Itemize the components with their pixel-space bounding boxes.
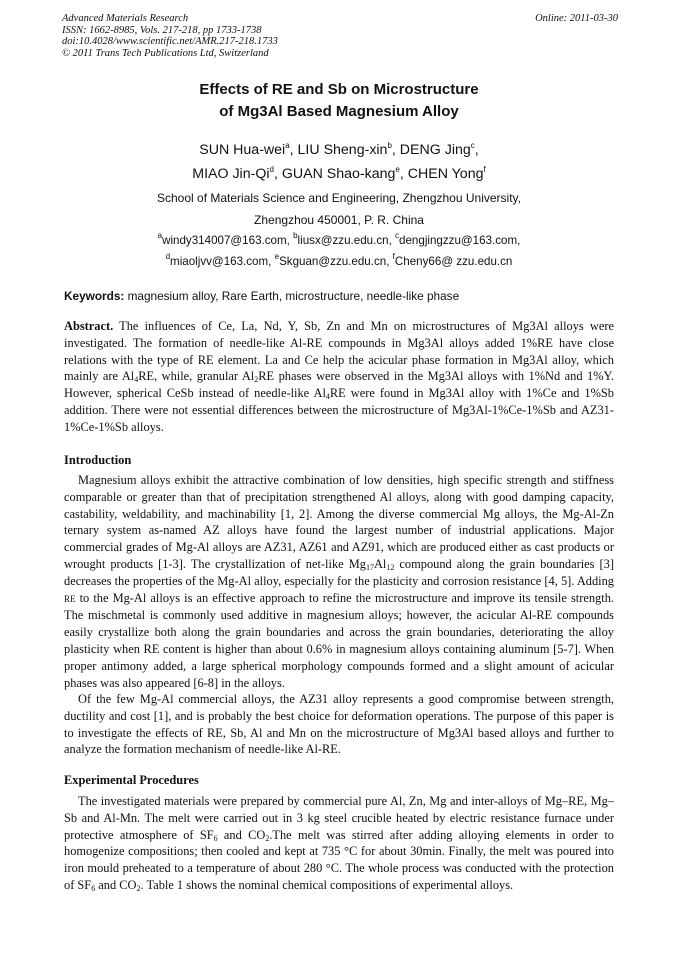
body-text: and CO: [217, 827, 266, 842]
affiliation-line-2: Zhengzhou 450001, P. R. China: [254, 213, 424, 227]
small-caps-text: RE: [64, 593, 76, 604]
subscript: 6: [91, 883, 96, 893]
journal-name: Advanced Materials Research: [62, 13, 189, 24]
online-date: Online: 2011-03-30: [535, 13, 618, 24]
section-heading-introduction: Introduction: [64, 453, 132, 467]
email-mark: a: [157, 231, 163, 240]
introduction-paragraph-1: [64, 472, 614, 691]
abstract-text: RE phases were observed in the Mg3Al alloys with 1%Nd and 1%Y. However, spherical CeSb instead of needle-like Al: [64, 369, 614, 401]
body-text: compound along the grain boundaries [3] decreases the properties of the Mg-Al alloy, especially for the plasticity and corrosion resistance [4, 5]. Adding: [64, 556, 615, 588]
email-mark: d: [165, 252, 171, 261]
keywords: [64, 288, 620, 304]
body-text: .The melt was stirred after adding alloying elements in order to homogenize compositions; then cooled and kept at 735 °C for about 30min. Finally, the melt was poured into iron mould preheated to a temperature of about 280 °C. The whole process was conducted with the protection of SF: [64, 827, 614, 892]
subscript: 2: [265, 833, 270, 843]
abstract-text: RE were found in Mg3Al alloy with 1%Ce and 1%Sb addition. There were not essential differences between the microstructure of Mg3Al-1%Ce-1%Sb and AZ31-1%Ce-1%Sb alloys.: [64, 386, 614, 434]
author-line-1: SUN Hua-wei$^a$, LIU Sheng-xin$^b$, DENG Jing$^c$,: [199, 141, 479, 158]
email-line-2: [0, 251, 678, 272]
keywords-label: Keywords:: [64, 289, 125, 303]
body-text: to the Mg-Al alloys is an effective approach to refine the microstructure and improve its tensile strength. The mischmetal is commonly used additive in magnesium alloys; however, the acicular Al-RE compounds easily crystallize both along the grain boundaries and across the grain boundaries, deteriorating the alloy plasticity when RE content is higher than about 0.6% in magnesium alloys containing aluminum [5-7]. When proper antimony added, a large spherical morphology compounds formed and a slight amount of acicular phases was also appeared [6-8] in the alloys.: [64, 590, 614, 690]
subscript: 17: [365, 562, 374, 572]
email-mark: f: [392, 252, 395, 261]
affiliation-line-1: School of Materials Science and Engineering, Zhengzhou University,: [157, 191, 521, 205]
email-mark: c: [395, 231, 400, 240]
email-address: Skguan@zzu.edu.cn,: [279, 255, 393, 268]
subscript: 4: [325, 392, 330, 402]
author-name: SUN Hua-wei: [199, 142, 286, 158]
subscript: 2: [254, 375, 259, 385]
email-address: miaoljvv@163.com,: [170, 255, 275, 268]
subscript: 2: [136, 883, 141, 893]
copyright-line: © 2011 Trans Tech Publications Ltd, Switzerland: [62, 47, 269, 59]
issn-line: ISSN: 1662-8985, Vols. 217-218, pp 1733-1738: [62, 24, 262, 36]
body-text: Al: [373, 556, 387, 571]
email-line-1: [0, 230, 678, 251]
author-affil-mark: a: [285, 141, 290, 150]
author-affil-mark: d: [269, 165, 274, 174]
author-affil-mark: b: [387, 141, 392, 150]
section-heading-experimental: Experimental Procedures: [64, 773, 199, 787]
body-text: and CO: [95, 877, 137, 892]
experimental-paragraph: [64, 793, 614, 894]
author-name: GUAN Shao-kang: [281, 166, 396, 182]
abstract: [64, 318, 614, 436]
subscript: 12: [386, 562, 395, 572]
title-line-1: Effects of RE and Sb on Microstructure: [199, 81, 479, 98]
email-address: windy314007@163.com,: [162, 234, 294, 247]
email-address: dengjingzzu@163.com,: [399, 234, 521, 247]
doi-line: doi:10.4028/www.scientific.net/AMR.217-218.1733: [62, 36, 278, 48]
affiliation: [0, 187, 678, 231]
keywords-text: magnesium alloy, Rare Earth, microstructure, needle-like phase: [124, 289, 460, 303]
subscript: 4: [134, 375, 139, 385]
journal-header: [62, 13, 618, 59]
subscript: 6: [213, 833, 218, 843]
abstract-text: The influences of Ce, La, Nd, Y, Sb, Zn and Mn on microstructures of Mg3Al alloys were investigated. The formation of needle-like Al-RE compounds in Mg3Al alloys added 1%RE have close relations with the type of RE element. La and Ce help the acicular phase formation in Mg3Al alloy, which mainly are Al: [64, 319, 614, 384]
email-mark: e: [274, 252, 280, 261]
paper-title: [0, 79, 678, 123]
author-emails: [0, 230, 678, 272]
abstract-label: Abstract.: [64, 319, 114, 333]
email-address: liusx@zzu.edu.cn,: [297, 234, 396, 247]
author-name: CHEN Yong: [407, 166, 484, 182]
email-address: Cheny66@ zzu.edu.cn: [394, 255, 513, 268]
body-text: Magnesium alloys exhibit the attractive combination of low densities, high specific strength and stiffness comparable or greater than that of precipitation strengthened Al alloys, along with good damping capacity, castability, weldability, and machinability [1, 2]. Among the diverse commercial Mg alloys, the Mg-Al-Zn ternary system as-named AZ alloys have found the largest number of industrial applications. Major commercial grades of Mg-Al alloys are AZ31, AZ61 and AZ91, which are produced either as cast products or wrought products [1-3]. The crystallization of net-like Mg: [64, 473, 614, 571]
author-line-2: MIAO Jin-Qi$^d$, GUAN Shao-kang$^e$, CHEN Yong$^f$: [192, 165, 486, 182]
author-name: MIAO Jin-Qi: [192, 166, 270, 182]
author-affil-mark: f: [483, 165, 486, 174]
author-name: LIU Sheng-xin: [297, 142, 388, 158]
abstract-text: RE, while, granular Al: [138, 369, 255, 384]
author-list: [0, 138, 678, 186]
body-text: The investigated materials were prepared by commercial pure Al, Zn, Mg and inter-alloys of Mg–RE, Mg–Sb and Al-Mn. The melt were carried out in 3 kg steel crucible heated by electric resistance furnace under protective atmosphere of SF: [64, 794, 614, 842]
author-name: DENG Jing: [399, 142, 471, 158]
title-line-2: of Mg3Al Based Magnesium Alloy: [219, 103, 459, 120]
introduction-paragraph-2: Of the few Mg-Al commercial alloys, the AZ31 alloy represents a good compromise between strength, ductility and cost [1], and is probably the best choice for deformation operations. The purpose of this paper is to investigate the effects of RE, Sb, Al and Mn on the microstructure of Mg3Al based alloys and further to analyze the formation mechanism of needle-like Al-RE.: [64, 692, 614, 757]
author-affil-mark: e: [395, 165, 400, 174]
email-mark: b: [293, 231, 298, 240]
body-text: . Table 1 shows the nominal chemical compositions of experimental alloys.: [140, 877, 514, 892]
author-affil-mark: c: [470, 141, 475, 150]
